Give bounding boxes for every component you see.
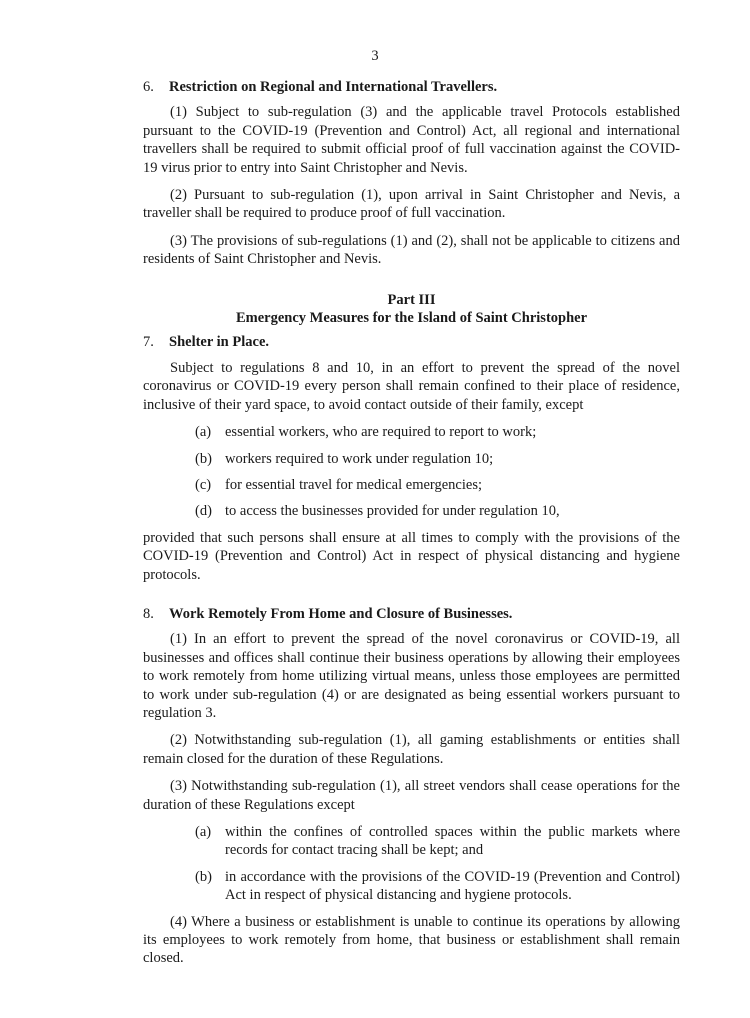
- paragraph: (2) Pursuant to sub-regulation (1), upon arrival in Saint Christopher and Nevis, a traveller shall be required to produce proof of full vaccination.: [143, 187, 680, 222]
- list-item: [143, 476, 680, 494]
- item-list: [143, 823, 680, 905]
- paragraph: Subject to regulations 8 and 10, in an effort to prevent the spread of the novel coronavirus or COVID-19 every person shall remain confined to their place of residence, inclusive of their yard space, to avoid contact outside of their family, except: [143, 359, 680, 413]
- item-label: (b): [195, 868, 212, 885]
- paragraph: provided that such persons shall ensure at all times to comply with the provisions of the COVID-19 (Prevention and Control) Act in respect of physical distancing and hygiene protocols.: [143, 529, 680, 583]
- paragraph: (1) Subject to sub-regulation (3) and the applicable travel Protocols established pursuant to the COVID-19 (Prevention and Control) Act, all regional and international travellers shall be required to submit official proof of full vaccination against the COVID-19 virus prior to entry into Saint Christopher and Nevis.: [143, 104, 680, 176]
- paragraph: (2) Notwithstanding sub-regulation (1), all gaming establishments or entities shall remain closed for the duration of these Regulations.: [143, 732, 680, 767]
- document-body: [143, 78, 680, 977]
- section-number: 6.: [143, 79, 154, 95]
- section-title: Restriction on Regional and International Travellers.: [169, 79, 498, 95]
- section-number: 7.: [143, 334, 154, 351]
- item-text: workers required to work under regulation 10;: [225, 450, 494, 467]
- paragraph: (4) Where a business or establishment is unable to continue its operations by allowing its employees to work remotely from home, that business or establishment shall remain closed.: [143, 913, 680, 967]
- item-label: (a): [195, 824, 212, 840]
- part-heading: [143, 291, 680, 328]
- item-label: (d): [195, 503, 212, 520]
- page-number: 3: [371, 48, 379, 64]
- section-number: 8.: [143, 605, 154, 622]
- paragraph: (3) Notwithstanding sub-regulation (1), all street vendors shall cease operations for the duration of these Regulations except: [143, 778, 680, 813]
- spacer: [143, 593, 680, 605]
- item-text: to access the businesses provided for under regulation 10,: [225, 503, 560, 520]
- item-label: (a): [195, 424, 212, 441]
- section-title: Shelter in Place.: [169, 334, 270, 351]
- section-title: Work Remotely From Home and Closure of Businesses.: [169, 605, 513, 622]
- part-label: Part III: [387, 291, 436, 308]
- part-title: Emergency Measures for the Island of Saint Christopher: [235, 310, 588, 327]
- section-8: [143, 605, 680, 968]
- paragraph: (1) In an effort to prevent the spread of the novel coronavirus or COVID-19, all businesses and offices shall continue their business operations by allowing their employees to work remotely from home utilizing virtual means, unless those employees are permitted to work under sub-regulation (4) or are designated as being essential workers pursuant to regulation 3.: [143, 631, 680, 721]
- item-text: essential workers, who are required to report to work;: [225, 424, 537, 441]
- section-heading: [143, 78, 680, 96]
- item-text: within the confines of controlled spaces within the public markets where records for contact tracing shall be kept; and: [225, 824, 680, 859]
- item-text: in accordance with the provisions of the COVID-19 (Prevention and Control) Act in respect of physical distancing and hygiene protocols.: [225, 868, 680, 904]
- item-list: [143, 423, 680, 521]
- list-item: [143, 868, 680, 905]
- item-text: for essential travel for medical emergencies;: [225, 476, 482, 493]
- paragraph: (3) The provisions of sub-regulations (1) and (2), shall not be applicable to citizens and residents of Saint Christopher and Nevis.: [143, 232, 680, 268]
- item-label: (b): [195, 450, 212, 467]
- section-7: [143, 333, 680, 583]
- list-item: [143, 823, 680, 860]
- section-heading: [143, 333, 680, 351]
- section-6: [143, 78, 680, 269]
- section-heading: [143, 605, 680, 623]
- list-item: [143, 502, 680, 520]
- item-label: (c): [195, 476, 212, 493]
- list-item: [143, 423, 680, 441]
- list-item: [143, 450, 680, 468]
